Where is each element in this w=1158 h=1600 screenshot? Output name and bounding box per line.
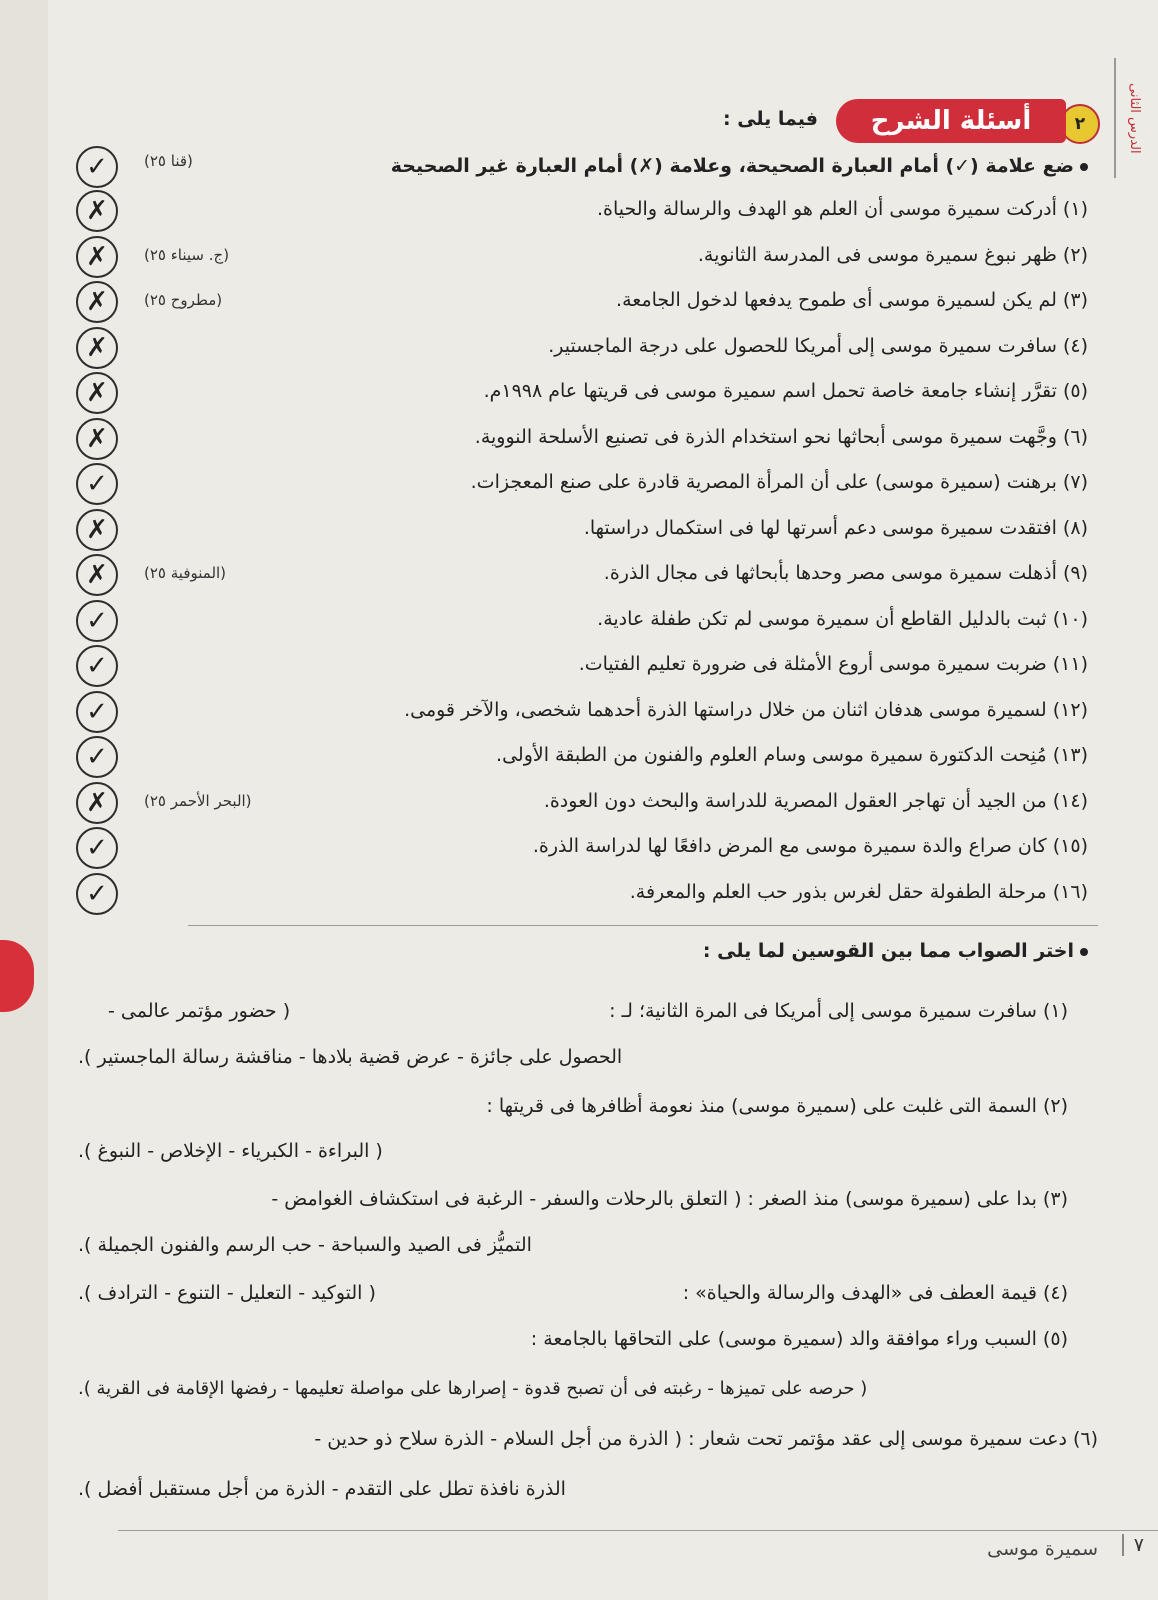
- exam-source-note: (البحر الأحمر ٢٥): [144, 791, 252, 810]
- tf-item: (١١) ضربت سميرة موسى أروع الأمثلة فى ضرورة تعليم الفتيات.: [578, 653, 1088, 675]
- adjacent-red-tab: [0, 940, 34, 1012]
- tf-instruction: ضع علامة (✓) أمام العبارة الصحيحة، وعلامة (✗) أمام العبارة غير الصحيحة: [391, 155, 1088, 177]
- mc-q5: (٥) السبب وراء موافقة والد (سميرة موسى) على التحاقها بالجامعة :: [530, 1328, 1068, 1350]
- mc-q6: (٦) دعت سميرة موسى إلى عقد مؤتمر تحت شعار : ( الذرة من أجل السلام - الذرة سلاح ذو حدين -: [314, 1428, 1098, 1450]
- mc-q1-options-a: ( حضور مؤتمر عالمى -: [108, 1000, 291, 1022]
- answer-mark-icon: ✓: [76, 736, 118, 778]
- mc-q3-options: التميُّز فى الصيد والسباحة - حب الرسم والفنون الجميلة ).: [78, 1234, 532, 1256]
- exam-source-note: (مطروح ٢٥): [144, 291, 223, 309]
- mc-q5-options: ( حرصه على تميزها - رغبته فى أن تصبح قدوة - إصرارها على مواصلة تعليمها - رفضها الإقامة فى القرية ).: [78, 1378, 868, 1399]
- bullet-icon: [1080, 948, 1088, 956]
- tf-item: (٣) لم يكن لسميرة موسى أى طموح يدفعها لدخول الجامعة.: [616, 289, 1088, 311]
- exam-source-note: (المنوفية ٢٥): [144, 564, 227, 582]
- section-number-badge: ٢: [1060, 104, 1100, 144]
- tf-item: (١٦) مرحلة الطفولة حقل لغرس بذور حب العلم والمعرفة.: [629, 880, 1088, 903]
- answer-mark-icon: ✗: [76, 554, 118, 596]
- answer-mark-icon: ✗: [76, 372, 118, 414]
- tf-item: (١) أدركت سميرة موسى أن العلم هو الهدف والرسالة والحياة.: [596, 198, 1088, 220]
- tf-item: (٨) افتقدت سميرة موسى دعم أسرتها لها فى استكمال دراستها.: [583, 516, 1088, 539]
- tf-item: (٦) وجَّهت سميرة موسى أبحاثها نحو استخدام الذرة فى تصنيع الأسلحة النووية.: [474, 425, 1088, 448]
- section-title-badge: أسئلة الشرح: [836, 99, 1066, 143]
- section-divider: [188, 925, 1098, 926]
- answer-mark-icon: ✓: [76, 600, 118, 642]
- mc-q1-options-b: الحصول على جائزة - عرض قضية بلادها - مناقشة رسالة الماجستير ).: [78, 1046, 623, 1068]
- tf-item: (١٠) ثبت بالدليل القاطع أن سميرة موسى لم تكن طفلة عادية.: [597, 607, 1088, 630]
- mc-q1: (١) سافرت سميرة موسى إلى أمريكا فى المرة الثانية؛ لـ :: [609, 1000, 1068, 1022]
- mc-q3: (٣) بدا على (سميرة موسى) منذ الصغر : ( التعلق بالرحلات والسفر - الرغبة فى استكشاف الغوامض -: [271, 1188, 1068, 1210]
- mc-q4: (٤) قيمة العطف فى «الهدف والرسالة والحياة» :: [682, 1282, 1068, 1304]
- answer-mark-icon: ✓: [76, 146, 118, 188]
- answer-mark-icon: ✗: [76, 190, 118, 232]
- bullet-icon: [1080, 163, 1088, 171]
- answer-mark-icon: ✗: [76, 327, 118, 369]
- mc-instruction: اختر الصواب مما بين القوسين لما يلى :: [703, 940, 1088, 962]
- tf-item: (١٤) من الجيد أن تهاجر العقول المصرية للدراسة والبحث دون العودة.: [543, 789, 1088, 812]
- tf-item: (٥) تقرَّر إنشاء جامعة خاصة تحمل اسم سميرة موسى فى قريتها عام ١٩٩٨م.: [483, 380, 1088, 402]
- tf-item: (٧) برهنت (سميرة موسى) على أن المرأة المصرية قادرة على صنع المعجزات.: [470, 471, 1088, 493]
- page-number: ٧: [1122, 1534, 1144, 1556]
- answer-mark-icon: ✓: [76, 645, 118, 687]
- answer-mark-icon: ✗: [76, 281, 118, 323]
- tf-item: (١٣) مُنِحت الدكتورة سميرة موسى وسام العلوم والفنون من الطبقة الأولى.: [496, 744, 1088, 766]
- mc-q2: (٢) السمة التى غلبت على (سميرة موسى) منذ نعومة أظافرها فى قريتها :: [486, 1095, 1068, 1117]
- answer-mark-icon: ✗: [76, 509, 118, 551]
- answer-mark-icon: ✗: [76, 418, 118, 460]
- answer-mark-icon: ✓: [76, 873, 118, 915]
- tf-item: (٢) ظهر نبوغ سميرة موسى فى المدرسة الثانوية.: [697, 243, 1088, 266]
- answer-mark-icon: ✓: [76, 827, 118, 869]
- mc-q4-options: ( التوكيد - التعليل - التنوع - الترادف ).: [78, 1282, 376, 1304]
- answer-mark-icon: ✓: [76, 463, 118, 505]
- mc-q2-options: ( البراءة - الكبرياء - الإخلاص - النبوغ ).: [78, 1140, 383, 1162]
- textbook-page: [48, 0, 1158, 1600]
- answer-mark-icon: ✓: [76, 691, 118, 733]
- tf-item: (١٢) لسميرة موسى هدفان اثنان من خلال دراستها الذرة أحدهما شخصى، والآخر قومى.: [404, 698, 1088, 721]
- lesson-side-label: الدرس الثانى: [1114, 58, 1142, 178]
- tf-item: (٤) سافرت سميرة موسى إلى أمريكا للحصول على درجة الماجستير.: [548, 334, 1088, 357]
- tf-item: (١٥) كان صراع والدة سميرة موسى مع المرض دافعًا لها لدراسة الذرة.: [532, 835, 1088, 857]
- tf-header-continuation: فيما يلى :: [722, 108, 818, 130]
- exam-source-note: (قنا ٢٥): [144, 152, 193, 170]
- mc-q6-options: الذرة نافذة تطل على التقدم - الذرة من أجل مستقبل أفضل ).: [78, 1478, 566, 1500]
- exam-source-note: (ج. سيناء ٢٥): [144, 245, 230, 264]
- footer-rule: [118, 1530, 1158, 1531]
- footer-lesson-name: سميرة موسى: [987, 1538, 1098, 1560]
- adjacent-page-strip: [0, 0, 50, 1600]
- answer-mark-icon: ✗: [76, 782, 118, 824]
- answer-mark-icon: ✗: [76, 236, 118, 278]
- tf-item: (٩) أذهلت سميرة موسى مصر وحدها بأبحاثها فى مجال الذرة.: [603, 562, 1088, 584]
